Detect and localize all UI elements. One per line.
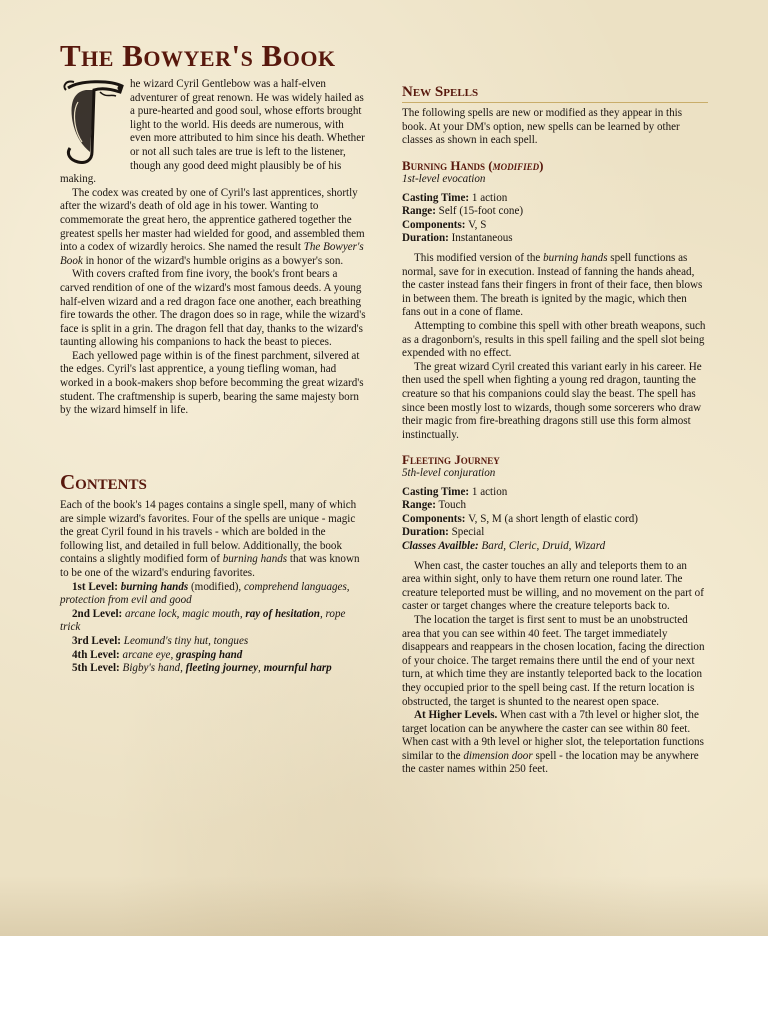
level-3-entry: [60, 635, 366, 649]
level-5-rest-a: Bigby's hand,: [122, 662, 186, 675]
level-5-label: 5th Level:: [72, 662, 120, 675]
level-4-label: 4th Level:: [72, 648, 120, 661]
dropcap-t-icon: [60, 78, 126, 166]
casting-time-value: 1 action: [469, 191, 508, 204]
contents-p1-text-b: that was known to be one of the wizard's enduring favorites.: [60, 553, 360, 579]
level-2-entry: [60, 608, 366, 635]
level-4-entry: [60, 649, 366, 663]
components-value: V, S: [465, 218, 487, 231]
fj-range-value: Touch: [435, 499, 467, 512]
fleeting-journey-classes: [402, 540, 708, 554]
bh-spell-inline: burning hands: [543, 251, 608, 264]
burning-hands-title-mod: modified: [492, 158, 540, 173]
contents-p1-text-a: Each of the book's 14 pages contains a single spell, many of which are simple wizard's favorites. Four of the spells are unique - magic the great Cyril found in his travels - which are bolded in the following list, and detailed in full below. Additionally, the book contains a slightly modified form of: [60, 499, 357, 566]
higher-levels-text-a: When cast with a 7th level or higher slot, the target location can be anywhere the caster can see within 80 feet. When cast with a 9th level or higher slot, the teleportation functions similar to the: [402, 709, 704, 762]
level-5-entry: [60, 662, 366, 676]
fj-duration-value: Special: [448, 526, 485, 539]
fleeting-journey-duration: [402, 526, 708, 540]
fj-duration-label: Duration:: [402, 526, 449, 539]
duration-label: Duration:: [402, 232, 449, 245]
page-title: The Bowyer's Book: [60, 38, 336, 73]
level-2-label: 2nd Level:: [72, 607, 123, 620]
new-spells-heading: New Spells: [402, 84, 708, 103]
burning-hands-casting-time: [402, 192, 708, 206]
burning-hands-duration: [402, 232, 708, 246]
intro-paragraph-1: he wizard Cyril Gentlebow was a half-elven adventurer of great renown. He was widely hailed as a pure-hearted and good soul, whose efforts brought light to the world. His deeds are numerous, with even more attributed to him since his death. Whether or not all such tales are true is left to the listener, though any good deed might plausibly be of his making.: [60, 78, 365, 186]
burning-hands-title: [402, 158, 708, 173]
contents-spell-inline: burning hands: [222, 553, 288, 566]
burning-hands-title-b: ): [539, 158, 544, 173]
level-4-bold-spell: grasping hand: [176, 648, 243, 661]
burning-hands-paragraph-1: [402, 252, 708, 320]
fleeting-journey-casting-time: [402, 486, 708, 500]
level-5-mid: ,: [258, 662, 264, 675]
range-value: Self (15-foot cone): [435, 205, 524, 218]
level-3-label: 3rd Level:: [72, 634, 121, 647]
fleeting-journey-higher-levels: [402, 709, 708, 777]
level-1-label: 1st Level:: [72, 580, 118, 593]
new-spells-section: [402, 84, 708, 148]
fj-classes-label: Classes Availble:: [402, 539, 479, 552]
contents-section: [60, 470, 366, 676]
fleeting-journey-range: [402, 499, 708, 513]
bh-p1-text-b: spell functions as normal, save for in execution. Instead of fanning the hands ahead, the caster instead fans their fingers in front of their face, then blows in between them. The breath is ignited by the magic, which then fans out in a cone of flame.: [402, 251, 703, 319]
casting-time-label: Casting Time:: [402, 191, 470, 204]
fleeting-journey-section: [402, 452, 708, 777]
level-1-plain: (modified),: [188, 580, 244, 593]
components-label: Components:: [402, 218, 466, 231]
intro-p2-text-b: in honor of the wizard's humble origins as a bowyer's son.: [82, 254, 344, 267]
new-spells-intro: The following spells are new or modified as they appear in this book. At your DM's option, new spells can be learned by other classes as shown in each spell.: [402, 107, 683, 147]
burning-hands-components: [402, 219, 708, 233]
intro-section: [60, 78, 366, 418]
contents-paragraph: [60, 499, 366, 581]
burning-hands-section: [402, 158, 708, 442]
level-5-bold-spell-2: mournful harp: [263, 662, 332, 675]
intro-paragraph-4: Each yellowed page within is of the finest parchment, silvered at the edges. Cyril's last apprentice, a young tiefling woman, had worked in a book-makers shop before becomming the great wizard's student. The craftmenship is superb, bearing the same majesty born by the wizard himself in life.: [60, 349, 364, 417]
intro-p2-text-a: The codex was created by one of Cyril's last apprentices, shortly after the wizard's death of old age in his tower. Wanting to commemorate the great hero, the apprentice gathered together the greatest spells her master had wielded for good, and assembled them into a codex of wizardly heroics. She named the result: [60, 186, 365, 254]
level-4-rest-a: arcane eye,: [122, 648, 177, 661]
book-title-inline: The Bowyer's Book: [60, 241, 364, 267]
fleeting-journey-title: Fleeting Journey: [402, 452, 500, 467]
fj-casting-time-label: Casting Time:: [402, 485, 470, 498]
intro-paragraph-3: With covers crafted from fine ivory, the book's front bears a carved rendition of one of the wizard's most famous deeds. A young half-elven wizard and a red dragon face one another, each breathing fire towards the other. The dragon does so in rage, while the wizard's face is split in a grin. The dragon fell that day, thanks to the wizard's taunting allowing his companions to hack the beast to pieces.: [60, 268, 366, 349]
burning-hands-paragraph-3: The great wizard Cyril created this variant early in his career. He then used the spell when fighting a young red dragon, taunting the creature so that his companions could slay the beast. The spell has since been mostly lost to wizards, though some sorcerers who draw their magic from fire-breathing dragons still use this form almost instinctually.: [402, 360, 702, 441]
contents-heading: Contents: [60, 470, 147, 494]
intro-paragraph-2: [60, 187, 366, 269]
fleeting-journey-school: 5th-level conjuration: [402, 467, 496, 479]
level-2-rest-b: , rope trick: [60, 607, 346, 634]
level-1-entry: [60, 581, 366, 608]
burning-hands-range: [402, 205, 708, 219]
level-2-bold-spell: ray of hesitation: [245, 607, 320, 620]
level-2-rest-a: arcane lock, magic mouth,: [125, 607, 246, 620]
level-5-bold-spell: fleeting journey: [185, 662, 259, 675]
burning-hands-school: 1st-level evocation: [402, 173, 486, 185]
page-footer-stain: [0, 876, 768, 936]
duration-value: Instantaneous: [448, 232, 513, 245]
level-1-rest: comprehend languages, protection from evil and good: [60, 580, 350, 607]
higher-levels-text-b: spell - the location may be anywhere the caster names within 250 feet.: [402, 749, 699, 776]
fleeting-journey-components: [402, 513, 708, 527]
higher-levels-spell-inline: dimension door: [463, 749, 533, 762]
burning-hands-paragraph-2: Attempting to combine this spell with other breath weapons, such as a dragonborn's, results in this spell failing and the spell slot being expended with no effect.: [402, 319, 706, 360]
higher-levels-label: At Higher Levels.: [414, 709, 498, 722]
range-label: Range:: [402, 205, 436, 218]
level-3-rest: Leomund's tiny hut, tongues: [123, 634, 249, 647]
fj-components-label: Components:: [402, 512, 466, 525]
fleeting-journey-paragraph-1: When cast, the caster touches an ally and teleports them to an area within sight, only to have them return one round later. The creature teleported must be willing, and no movement on the part of caster or target changes where the creature teleports back to.: [402, 559, 704, 613]
fj-casting-time-value: 1 action: [469, 485, 508, 498]
fj-range-label: Range:: [402, 499, 436, 512]
level-1-bold-spell: burning hands: [120, 580, 189, 593]
bh-p1-text-a: This modified version of the: [414, 251, 544, 264]
fj-components-value: V, S, M (a short length of elastic cord): [465, 512, 638, 525]
burning-hands-title-a: Burning Hands (: [402, 158, 493, 173]
fleeting-journey-paragraph-2: The location the target is first sent to must be an unobstructed area that you can see within 40 feet. The target immediately disappears and reappears in the chosen location, facing the direction of your choice. The target remains there until the end of your next turn, at which time they are instantly teleported back to the location they occupied prior to the spell being cast. If the return location is obstructed, the target is shunted to the nearest open space.: [402, 613, 705, 708]
fj-classes-value: Bard, Cleric, Druid, Wizard: [478, 539, 606, 552]
